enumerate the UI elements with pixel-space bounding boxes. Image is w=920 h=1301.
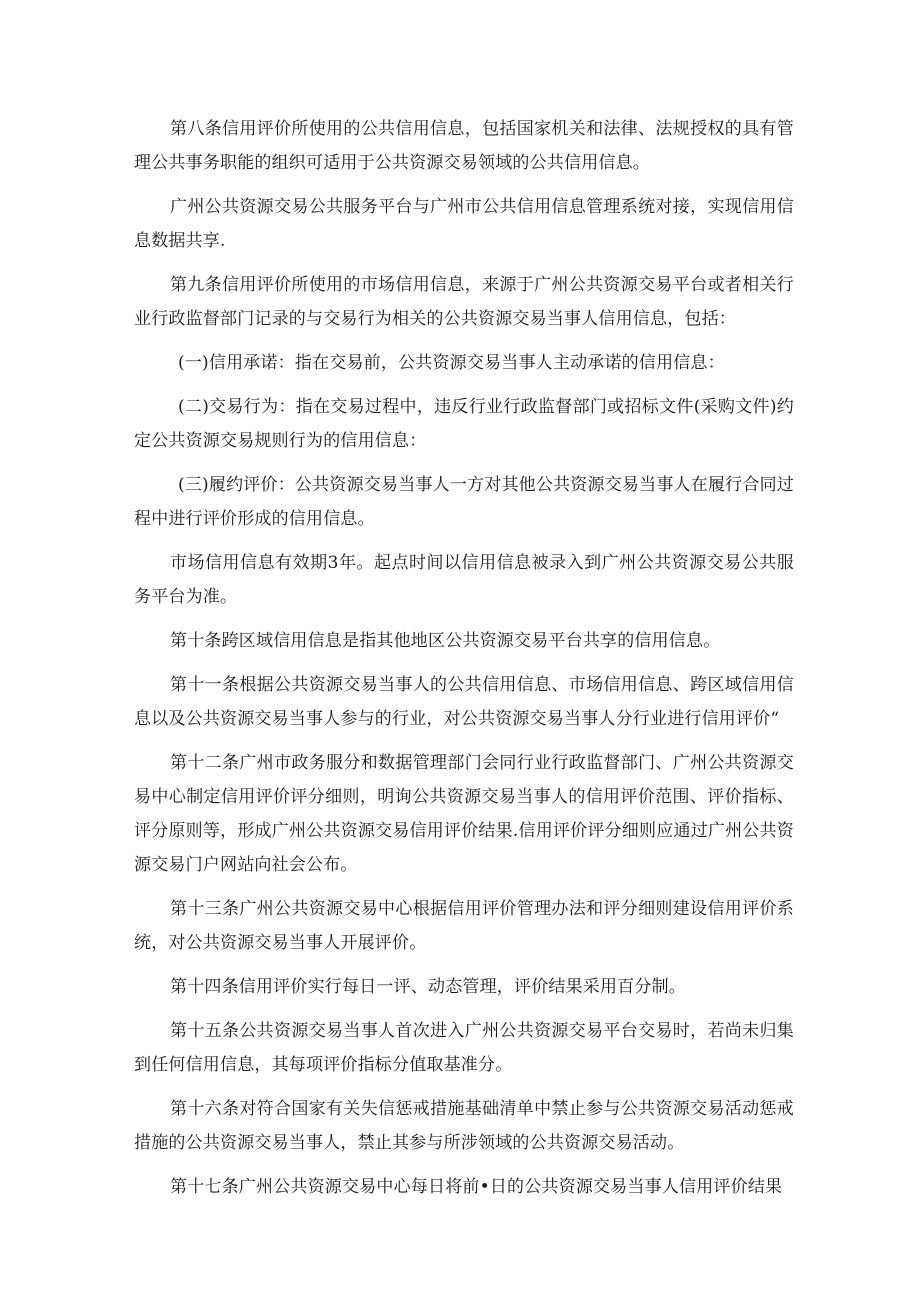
paragraph-article-16: 第十六条对符合国家有关失信惩戒措施基础清单中禁止参与公共资源交易活动惩戒措施的公共资源交易当事人，禁止其参与所涉领域的公共资源交易活动。 — [134, 1099, 794, 1153]
paragraph-article-15: 第十五条公共资源交易当事人首次进入广州公共资源交易平台交易时，若尚未归集到任何信用信息，其每项评价指标分值取基准分。 — [134, 1021, 794, 1075]
paragraph-item-3-performance-evaluation: (三)履约评价：公共资源交易当事人一方对其他公共资源交易当事人在履行合同过程中进行评价形成的信用信息。 — [134, 475, 794, 529]
paragraph-article-9: 第九条信用评价所使用的市场信用信息，来源于广州公共资源交易平台或者相关行业行政监督部门记录的与交易行为相关的公共资源交易当事人信用信息，包括： — [134, 275, 794, 329]
document-body — [134, 112, 794, 1214]
paragraph-validity-period: 市场信用信息有效期3年。起点时间以信用信息被录入到广州公共资源交易公共服务平台为准。 — [134, 553, 794, 607]
paragraph-item-2-trading-behavior: (二)交易行为：指在交易过程中，违反行业行政监督部门或招标文件(采购文件)约定公共资源交易规则行为的信用信息： — [134, 397, 794, 451]
paragraph-article-10: 第十条跨区域信用信息是指其他地区公共资源交易平台共享的信用信息。 — [170, 631, 721, 651]
paragraph-article-13: 第十三条广州公共资源交易中心根据信用评价管理办法和评分细则建设信用评价系统，对公共资源交易当事人开展评价。 — [134, 899, 794, 953]
paragraph-item-1-credit-commitment: (一)信用承诺：指在交易前，公共资源交易当事人主动承诺的信用信息： — [178, 353, 725, 373]
paragraph-article-17: 第十七条广州公共资源交易中心每日将前•日的公共资源交易当事人信用评价结果 — [170, 1177, 783, 1197]
paragraph-platform-docking: 广州公共资源交易公共服务平台与广州市公共信用信息管理系统对接，实现信用信息数据共享. — [134, 197, 794, 251]
paragraph-article-12: 第十二条广州市政务服分和数据管理部门会同行业行政监督部门、广州公共资源交易中心制定信用评价评分细则，明询公共资源交易当事人的信用评价范围、评价指标、评分原则等，形成广州公共资源交易信用评价结果.信用评价评分细则应通过广州公共资源交易门户网站向社会公布。 — [134, 753, 794, 875]
paragraph-article-8: 第八条信用评价所使用的公共信用信息，包括国家机关和法律、法规授权的具有管理公共事务职能的组织可适用于公共资源交易领域的公共信用信息。 — [134, 119, 794, 173]
paragraph-article-14: 第十四条信用评价实行每日一评、动态管理，评价结果采用百分制。 — [170, 977, 686, 997]
paragraph-article-11: 第十一条根据公共资源交易当事人的公共信用信息、市场信用信息、跨区域信用信息以及公共资源交易当事人参与的行业，对公共资源交易当事人分行业进行信用评价“ — [134, 675, 794, 729]
